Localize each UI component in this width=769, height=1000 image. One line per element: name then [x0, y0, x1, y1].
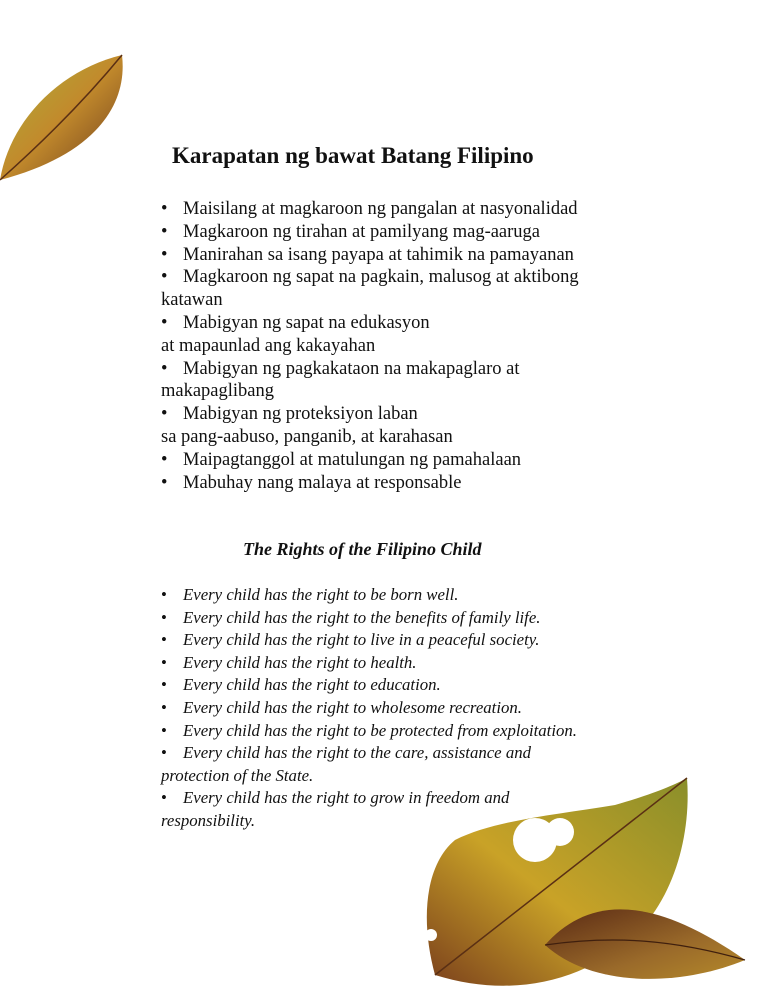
list-item: • Manirahan sa isang payapa at tahimik na pamayanan — [161, 244, 574, 265]
bullet: • — [161, 720, 167, 740]
list-item: • Every child has the right to live in a peaceful society. — [161, 629, 681, 652]
bullet: • — [161, 472, 168, 493]
list-item: • Maisilang at magkaroon ng pangalan at nasyonalidad — [161, 199, 578, 219]
bullet: • — [161, 244, 168, 265]
list-item: • Every child has the right to grow in freedom and responsibility. — [161, 788, 510, 830]
bullet: • — [161, 675, 167, 695]
list-item: • Every child has the right to health. — [161, 652, 681, 675]
list-item: • Every child has the right to wholesome recreation. — [161, 697, 681, 720]
list-item: • Mabigyan ng sapat na edukasyon at mapaunlad ang kakayahan — [161, 312, 430, 356]
bullet: • — [161, 449, 168, 470]
bullet: • — [161, 404, 168, 425]
list-item: • Every child has the right to be protected from exploitation. — [161, 720, 681, 743]
bullet: • — [161, 607, 167, 627]
autumn-leaf-icon — [0, 50, 130, 185]
list-item: • Every child has the right to be born well. — [161, 584, 681, 607]
filipino-rights-list — [161, 198, 681, 494]
list-item: • Every child has the right to the benefits of family life. — [161, 607, 681, 630]
bullet: • — [161, 221, 168, 242]
list-item: • Magkaroon ng sapat na pagkain, malusog at aktibong katawan — [161, 267, 579, 311]
list-item: • Mabigyan ng proteksiyon laban sa pang-aabuso, panganib, at karahasan — [161, 404, 453, 447]
list-item: • Mabigyan ng pagkakataon na makapaglaro at makapaglibang — [161, 358, 520, 402]
list-item: • Every child has the right to the care, assistance and protection of the State. — [161, 743, 531, 785]
bullet: • — [161, 743, 167, 763]
bullet: • — [161, 358, 168, 379]
bullet: • — [161, 585, 167, 604]
bullet: • — [161, 267, 168, 288]
bullet: • — [161, 630, 167, 650]
english-rights-list — [161, 584, 681, 833]
list-item: • Maipagtanggol at matulungan ng pamahalaan — [161, 449, 522, 470]
bullet: • — [161, 199, 168, 219]
bullet: • — [161, 788, 167, 808]
list-item: • Every child has the right to education. — [161, 674, 681, 697]
filipino-rights-title: Karapatan ng bawat Batang Filipino — [172, 143, 534, 168]
bullet: • — [161, 697, 167, 717]
list-item: • Magkaroon ng tirahan at pamilyang mag-aaruga — [161, 221, 541, 242]
bullet: • — [161, 312, 168, 333]
list-item: • Mabuhay nang malaya at responsable — [161, 472, 462, 493]
english-rights-title: The Rights of the Filipino Child — [243, 539, 482, 559]
bullet: • — [161, 652, 167, 672]
